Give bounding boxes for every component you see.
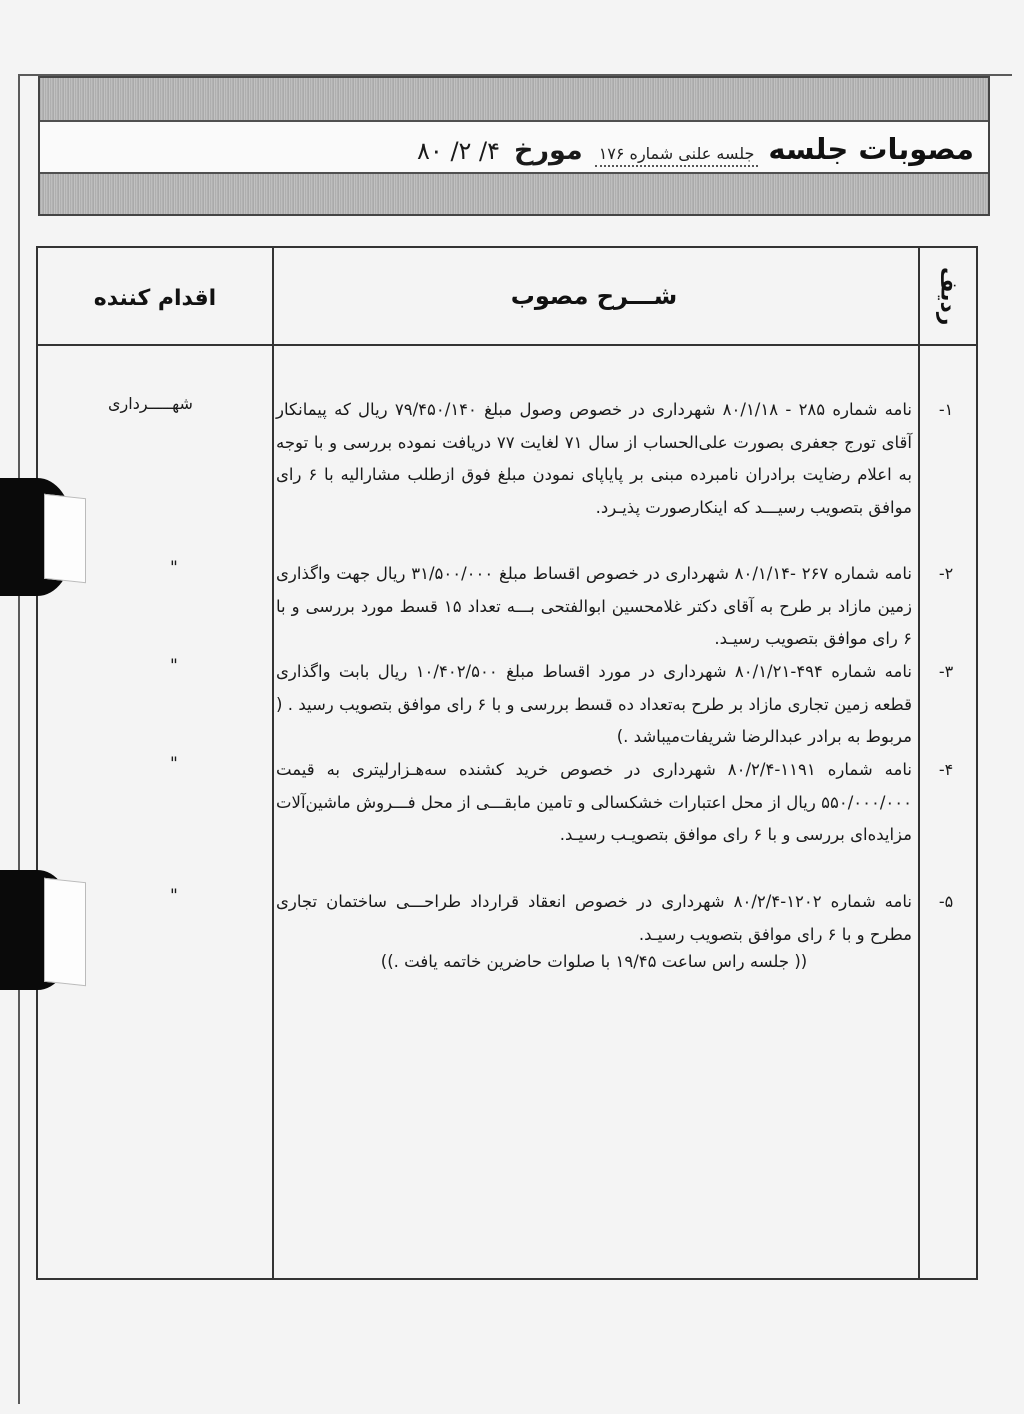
row-action-by: " xyxy=(170,558,178,578)
row-action-by: " xyxy=(170,656,178,676)
row-description: نامه شماره ۱۲۰۲-۸۰/۲/۴ شهرداری در خصوص انعقاد قرارداد طراحـــی ساختمان تجاری مطرح و با ۶ رای موافق بتصویب رسیـد. xyxy=(276,892,912,944)
page-title: مصوبات جلسه xyxy=(768,132,974,166)
session-date: ۴/ ۲/ ۸۰ xyxy=(417,137,501,165)
row-number: ۲- xyxy=(938,564,954,583)
binder-hole-bottom xyxy=(0,870,72,990)
header-description: شـــرح مصوب xyxy=(510,282,678,310)
row-description: نامه شماره ۴۹۴-۸۰/۱/۲۱ شهرداری در مورد اقساط مبلغ ۱۰/۴۰۲/۵۰۰ ریال بابت واگذاری قطعه زمین تجاری مازاد بر طرح به‌تعداد ده قسط بررسی و با ۶ رای موافق بتصویب رسید . ( مربوط به برادر عبدالرضا شریفات‌میباشد .) xyxy=(276,662,912,746)
resolutions-table xyxy=(36,246,978,1280)
row-number: ۵- xyxy=(938,892,954,911)
row-action-by: " xyxy=(170,754,178,774)
header-action-by: اقدام کننده xyxy=(93,286,217,311)
row-description: نامه شماره ۲۸۵ - ۸۰/۱/۱۸ شهرداری در خصوص وصول مبلغ ۷۹/۴۵۰/۱۴۰ ریال که پیمانکار آقای تورج جعفری بصورت علی‌الحساب از سال ۷۱ لغایت ۷۷ دریافت نموده بررسی و با توجه به اعلام رضایت برادران نامبرده مبنی بر پایاپای نمودن مبلغ فوق ازطلب مشارالیه با ۶ رای موافق بتصویب رسیـــد که اینکارصورت پذیـرد. xyxy=(276,400,912,517)
header-title-row xyxy=(54,132,974,172)
column-divider xyxy=(918,248,920,1278)
row-action-by: " xyxy=(170,886,178,906)
row-description: نامه شماره ۲۶۷ -۸۰/۱/۱۴ شهرداری در خصوص اقساط مبلغ ۳۱/۵۰۰/۰۰۰ ریال جهت واگذاری زمین مازاد بر طرح به آقای دکتر غلامحسین ابوالفتحی بـــه تعداد ۱۵ قسط مورد بررسی و با ۶ رای موافق بتصویب رسیـد. xyxy=(276,564,912,648)
header-row-number: ردیف xyxy=(935,266,961,326)
closing-note: (( جلسه راس ساعت ۱۹/۴۵ با صلوات حاضرین خاتمه یافت .)) xyxy=(380,952,808,971)
row-number: ۴- xyxy=(938,760,954,779)
dated-label: مورخ xyxy=(514,135,583,166)
document-header xyxy=(38,76,990,216)
binder-hole-top xyxy=(0,478,72,596)
row-number: ۱- xyxy=(938,400,954,419)
session-number: جلسه علنی شماره ۱۷۶ xyxy=(595,144,759,167)
header-bottom-band xyxy=(40,172,988,214)
row-number: ۳- xyxy=(938,662,954,681)
row-action-by: شهـــــرداری xyxy=(108,394,193,413)
row-description: نامه شماره ۱۱۹۱-۸۰/۲/۴ شهرداری در خصوص خرید کشنده سه‌هـزارلیتری به قیمت ۵۵۰/۰۰۰/۰۰۰ ریال از محل اعتبارات خشکسالی و تامین مابقـــی از محل فـــروش ماشین‌آلات مزایده‌ای بررسی و با ۶ رای موافق بتصویـب رسیـد. xyxy=(276,760,912,844)
header-divider xyxy=(38,344,976,346)
header-top-band xyxy=(40,78,988,122)
